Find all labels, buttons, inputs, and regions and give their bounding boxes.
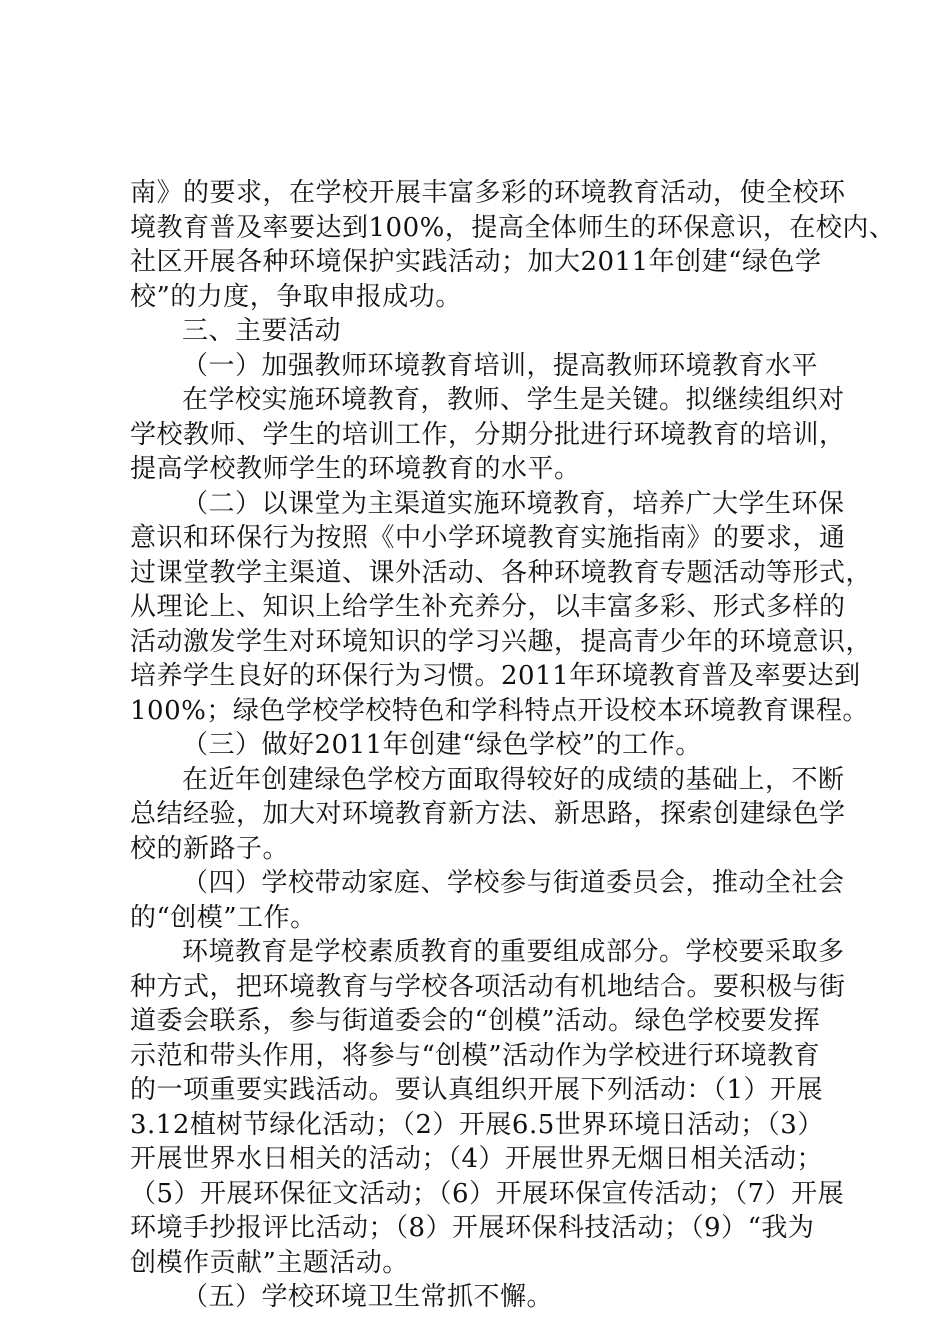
text-line: 境教育普及率要达到100%，提高全体师生的环保意识，在校内、 — [130, 212, 896, 243]
text-line: 培养学生良好的环保行为习惯。2011年环境教育普及率要达到 — [130, 661, 861, 691]
text-line: （五）学校环境卫生常抓不懈。 — [182, 1282, 554, 1312]
text-line: （5）开展环保征文活动；（6）开展环保宣传活动；（7）开展 — [130, 1178, 845, 1209]
text-line: 环境手抄报评比活动；（8）开展环保科技活动；（9）“我为 — [130, 1213, 815, 1243]
text-line: 从理论上、知识上给学生补充养分，以丰富多彩、形式多样的 — [130, 592, 846, 622]
text-line: 总结经验，加大对环境教育新方法、新思路，探索创建绿色学 — [130, 799, 846, 829]
text-line: 学校教师、学生的培训工作，分期分批进行环境教育的培训， — [130, 419, 846, 450]
document-body — [130, 176, 896, 1315]
text-line: （二）以课堂为主渠道实施环境教育，培养广大学生环保 — [182, 488, 845, 519]
text-line: 示范和带头作用，将参与“创模”活动作为学校进行环境教育 — [130, 1040, 821, 1071]
text-line: 的一项重要实践活动。要认真组织开展下列活动：（1）开展 — [130, 1075, 824, 1105]
text-line: 三、主要活动 — [182, 316, 342, 346]
text-line: 100%；绿色学校学校特色和学科特点开设校本环境教育课程。 — [130, 695, 869, 726]
text-line: 在近年创建绿色学校方面取得较好的成绩的基础上，不断 — [182, 764, 845, 795]
text-line: 校”的力度，争取申报成功。 — [130, 281, 462, 312]
text-line: 种方式，把环境教育与学校各项活动有机地结合。要积极与街 — [130, 971, 846, 1002]
text-line: 开展世界水日相关的活动；（4）开展世界无烟日相关活动； — [130, 1144, 824, 1174]
text-line: 的“创模”工作。 — [130, 902, 317, 933]
text-line: 意识和环保行为按照《中小学环境教育实施指南》的要求，通 — [130, 523, 846, 553]
text-line: （三）做好2011年创建“绿色学校”的工作。 — [182, 730, 702, 760]
text-line: 道委会联系，参与街道委会的“创模”活动。绿色学校要发挥 — [130, 1006, 821, 1036]
text-line: （四）学校带动家庭、学校参与街道委员会，推动全社会 — [182, 868, 845, 898]
text-line: 社区开展各种环境保护实践活动；加大2011年创建“绿色学 — [130, 247, 822, 277]
text-line: 活动激发学生对环境知识的学习兴趣，提高青少年的环境意识， — [130, 626, 873, 657]
text-line: 提高学校教师学生的环境教育的水平。 — [130, 454, 581, 484]
text-line: 过课堂教学主渠道、课外活动、各种环境教育专题活动等形式， — [130, 557, 873, 588]
text-line: 校的新路子。 — [130, 833, 290, 864]
text-line: 创模作贡献”主题活动。 — [130, 1247, 409, 1278]
text-line: 3.12植树节绿化活动；（2）开展6.5世界环境日活动；（3） — [130, 1109, 824, 1140]
text-line: （一）加强教师环境教育培训，提高教师环境教育水平 — [182, 350, 819, 381]
text-line: 环境教育是学校素质教育的重要组成部分。学校要采取多 — [182, 937, 845, 967]
text-line: 南》的要求，在学校开展丰富多彩的环境教育活动，使全校环 — [130, 178, 846, 208]
text-line: 在学校实施环境教育，教师、学生是关键。拟继续组织对 — [182, 385, 845, 415]
